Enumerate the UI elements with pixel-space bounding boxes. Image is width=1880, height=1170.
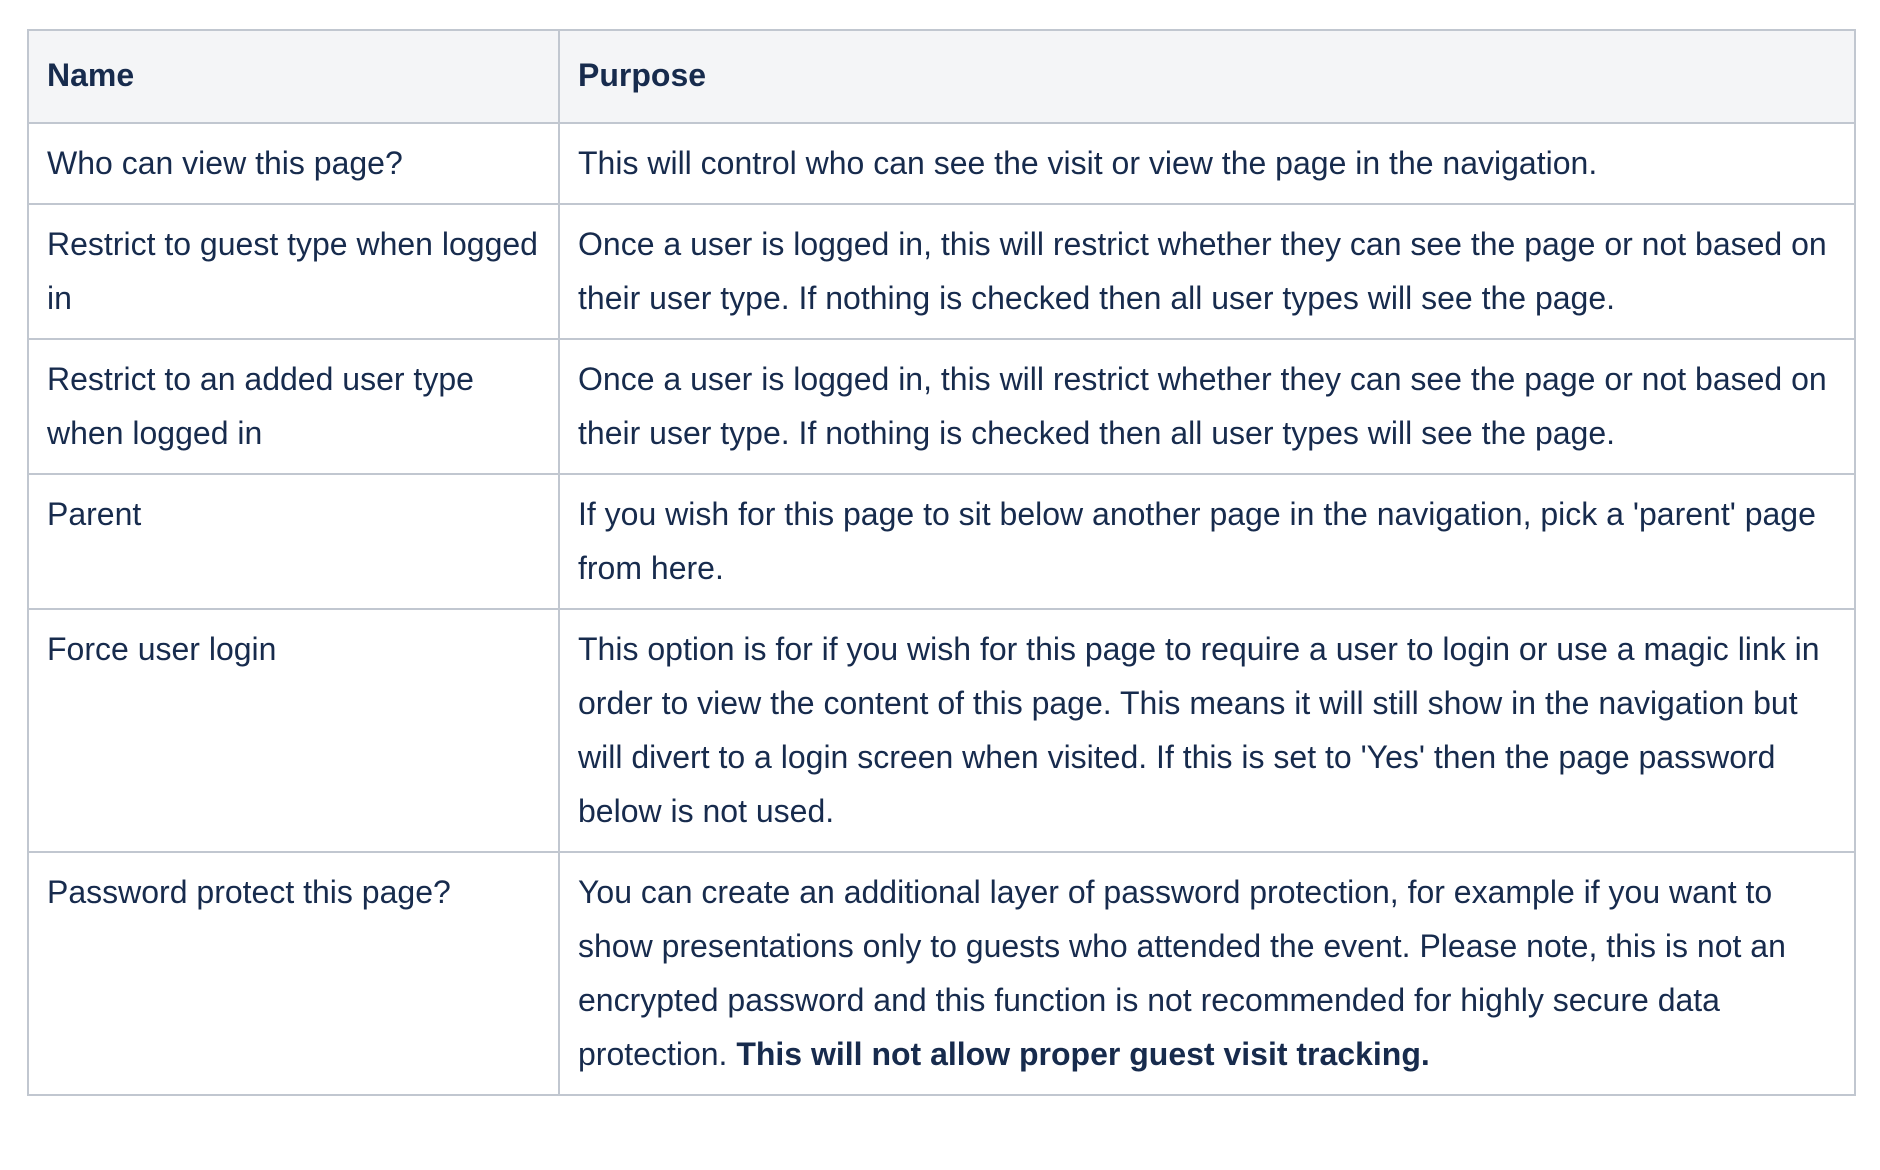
- table-row: [28, 609, 1855, 852]
- row-purpose-cell: [559, 852, 1855, 1095]
- row-name-cell: Restrict to an added user type when logged in: [28, 339, 559, 474]
- table-row: [28, 852, 1855, 1095]
- purpose-text: Once a user is logged in, this will restrict whether they can see the page or not based on their user type. If nothing is checked then all user types will see the page.: [578, 226, 1827, 316]
- table-header-row: [28, 30, 1855, 123]
- row-name-cell: Parent: [28, 474, 559, 609]
- purpose-text: Once a user is logged in, this will restrict whether they can see the page or not based on their user type. If nothing is checked then all user types will see the page.: [578, 361, 1827, 451]
- table-row: [28, 123, 1855, 204]
- row-name-cell: Restrict to guest type when logged in: [28, 204, 559, 339]
- row-purpose-cell: [559, 474, 1855, 609]
- row-purpose-cell: [559, 204, 1855, 339]
- table-row: [28, 474, 1855, 609]
- column-header-purpose: Purpose: [559, 30, 1855, 123]
- settings-table-container: [27, 29, 1854, 1096]
- purpose-text: This option is for if you wish for this page to require a user to login or use a magic link in order to view the content of this page. This means it will still show in the navigation but will divert to a login screen when visited. If this is set to 'Yes' then the page password below is not used.: [578, 631, 1820, 829]
- purpose-text: This will control who can see the visit or view the page in the navigation.: [578, 145, 1598, 181]
- row-name-cell: Force user login: [28, 609, 559, 852]
- purpose-text: You can create an additional layer of password protection, for example if you want to show presentations only to guests who attended the event. Please note, this is not an encrypted password and this function is not recommended for highly secure data protection.: [578, 874, 1786, 1072]
- purpose-bold-text: This will not allow proper guest visit tracking.: [736, 1036, 1430, 1072]
- row-purpose-cell: [559, 609, 1855, 852]
- table-row: [28, 204, 1855, 339]
- row-purpose-cell: [559, 123, 1855, 204]
- row-name-cell: Who can view this page?: [28, 123, 559, 204]
- settings-table: [27, 29, 1856, 1096]
- purpose-text: If you wish for this page to sit below another page in the navigation, pick a 'parent' page from here.: [578, 496, 1816, 586]
- row-purpose-cell: [559, 339, 1855, 474]
- table-row: [28, 339, 1855, 474]
- row-name-cell: Password protect this page?: [28, 852, 559, 1095]
- column-header-name: Name: [28, 30, 559, 123]
